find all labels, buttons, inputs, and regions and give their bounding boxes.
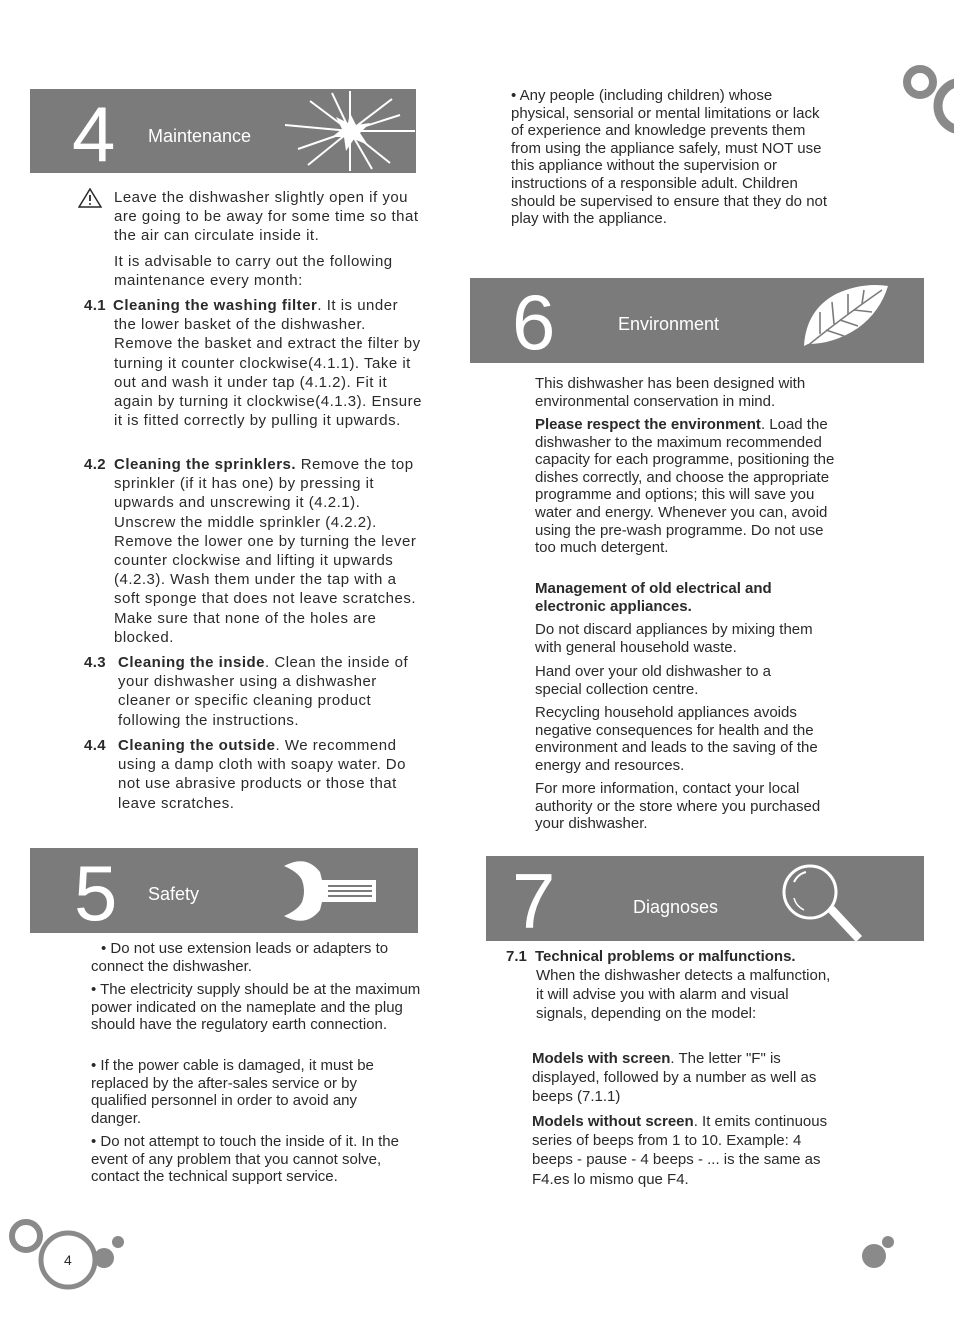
safety-bullet: • Do not attempt to touch the inside of it. In the event of any problem that you cannot solve, contact the technical support service. — [91, 1133, 399, 1186]
safety-bullet: • Do not use extension leads or adapters to connect the dishwasher. — [91, 940, 389, 975]
safety-bullet: • The electricity supply should be at the maximum power indicated on the nameplate and the plug should have the regulatory earth connection. — [91, 981, 421, 1034]
env-text: . Load the dishwasher to the maximum recommended capacity for each programme, positioning the dishes correctly, and choose the appropriate programme and options; this will save you water and energy. Whenever you can, avoid using the pre-wash programme. Do not use too much detergent. — [535, 416, 835, 557]
section-6-banner — [470, 278, 924, 363]
item-text: . Clean the inside of your dishwasher using a dishwasher cleaner or specific cleaning product following the instructions. — [118, 654, 409, 729]
diag-models-noscreen — [532, 1112, 842, 1189]
section-title: Diagnoses — [633, 897, 719, 917]
item-heading: Cleaning the inside — [118, 654, 266, 671]
item-number: 4.1 — [84, 297, 107, 314]
sparkle-icon — [280, 91, 416, 171]
diag-bold: Models without screen — [532, 1113, 694, 1130]
leaf-icon — [796, 282, 892, 354]
item-number: 4.4 — [84, 737, 107, 754]
safety-bullet-continued: • Any people (including children) whose physical, sensorial or mental limitations or lack of experience and knowledge prevents them from using the appliance safely, must NOT use this appliance without the supervision or instructions of a responsible adult. Children should be supervised to ensure that they do not play with the appliance. — [511, 87, 828, 228]
env-paragraph: Recycling household appliances avoids negative consequences for health and the environment and leads to the saving of the energy and resources. — [535, 704, 818, 774]
item-heading: Cleaning the washing filter — [113, 297, 318, 314]
warning-icon — [78, 188, 102, 208]
item-number: 4.2 — [84, 456, 107, 473]
diag-text: . The letter "F" is displayed, followed by a number as well as beeps (7.1.1) — [532, 1050, 817, 1106]
decorative-dots-bottom-right — [858, 1232, 898, 1272]
item-heading: Cleaning the outside — [118, 737, 276, 754]
wrench-icon — [276, 858, 380, 924]
item-text: . It is under the lower basket of the dishwasher. Remove the basket and extract the filter by turning it counter clockwise(4.1.1). Take it out and wash it under tap (4.1.2). Fit it again by turning it clockwise(4.1.3). Ensure it is fitted correctly by pulling it upwards. — [114, 297, 422, 430]
env-paragraph: Hand over your old dishwasher to a special collection centre. — [535, 663, 771, 698]
section-title: Maintenance — [148, 126, 252, 146]
item-text: Remove the top sprinkler (if it has one) by pressing it upwards and unscrewing it (4.2.1). Unscrew the middle sprinkler (4.2.2). Remove the lower one by turning the lever counter clockwise and lifting it upwards (4.2.3). Wash them under the tap with a soft sponge that does not leave scratches. Make sure that none of the holes are blocked. — [114, 456, 417, 646]
section-number: 7 — [512, 857, 556, 941]
section-number: 4 — [72, 90, 116, 173]
env-paragraph: For more information, contact your local authority or the store where you purchased your dishwasher. — [535, 780, 821, 833]
env-paragraph: This dishwasher has been designed with environmental conservation in mind. — [535, 375, 806, 410]
section-7-banner — [486, 856, 924, 941]
env-bold: Management of old electrical and electronic appliances. — [535, 580, 772, 615]
maintenance-item — [118, 653, 422, 730]
page-number: 4 — [64, 1252, 72, 1268]
diag-bold: Models with screen — [532, 1050, 671, 1067]
item-text: . We recommend using a damp cloth with soapy water. Do not use abrasive products or those that leave scratches. — [118, 737, 406, 812]
section-number: 6 — [512, 278, 556, 363]
diag-heading-text: Technical problems or malfunctions. — [535, 948, 796, 965]
diag-heading — [535, 947, 835, 966]
diag-models-screen — [532, 1049, 842, 1107]
diag-text: When the dishwasher detects a malfunction, it will advise you with alarm and visual signals, depending on the model: — [536, 967, 831, 1023]
item-number: 7.1 — [506, 948, 527, 965]
section-5-banner — [30, 848, 418, 933]
decorative-circles-top — [900, 60, 954, 140]
maintenance-item — [114, 455, 422, 647]
item-number: 4.3 — [84, 654, 107, 671]
item-heading: Cleaning the sprinklers. — [114, 456, 297, 473]
env-bold: Please respect the environment — [535, 416, 761, 433]
env-paragraph — [535, 416, 840, 557]
section-number: 5 — [74, 849, 118, 933]
maintenance-item — [114, 296, 422, 430]
intro-text: It is advisable to carry out the following maintenance every month: — [114, 253, 393, 290]
section-title: Safety — [148, 884, 200, 904]
maintenance-item — [118, 736, 422, 813]
magnifier-icon — [776, 862, 866, 941]
env-paragraph: Do not discard appliances by mixing them with general household waste. — [535, 621, 813, 656]
section-title: Environment — [618, 314, 720, 334]
warning-text: Leave the dishwasher slightly open if you are going to be away for some time so that the air can circulate inside it. — [114, 189, 419, 245]
diag-text: . It emits continuous series of beeps from 1 to 10. Example: 4 beeps - pause - 4 beeps - ... is the same as F4.es lo mismo que F4. — [532, 1113, 828, 1188]
safety-bullet: • If the power cable is damaged, it must be replaced by the after-sales service or by qualified personnel in order to avoid any danger. — [91, 1057, 374, 1127]
env-heading — [535, 580, 835, 615]
section-4-banner — [30, 89, 416, 173]
